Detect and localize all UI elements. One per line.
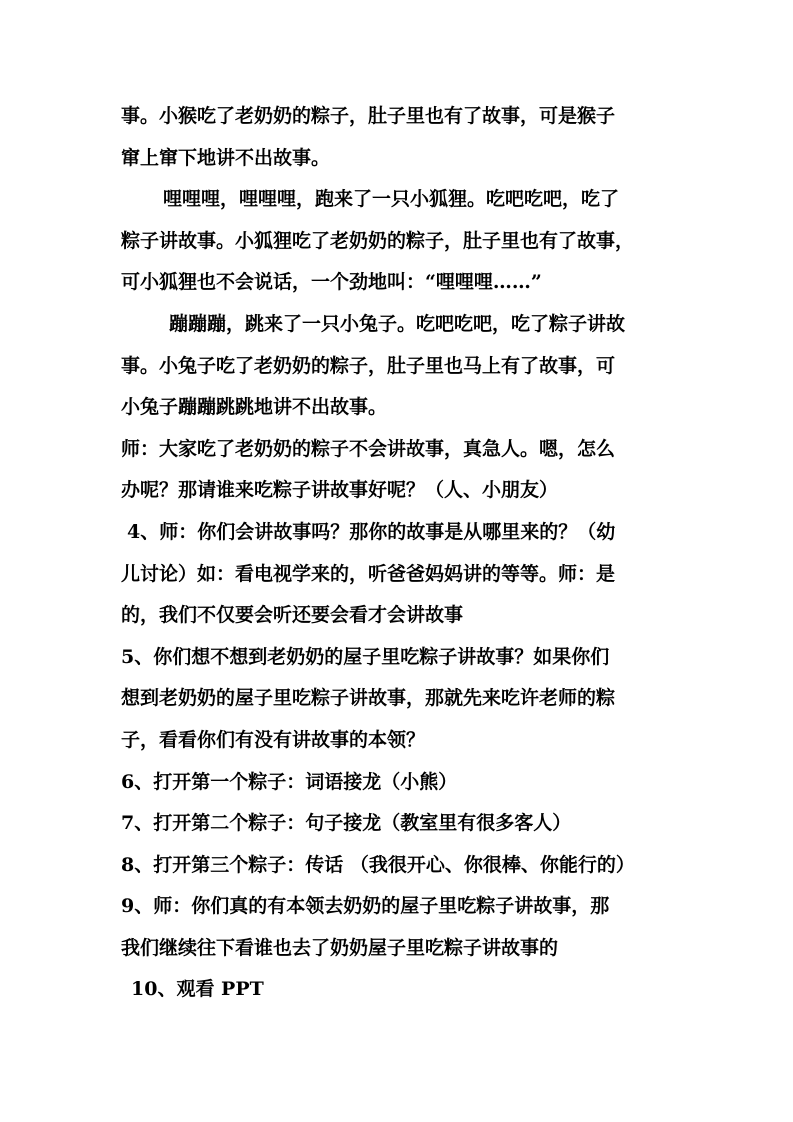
text-line: 粽子讲故事。小狐狸吃了老奶奶的粽子，肚子里也有了故事， (121, 229, 635, 252)
text-line: 我们继续往下看谁也去了奶奶屋子里吃粽子讲故事的 (121, 936, 559, 959)
text-line: 可小狐狸也不会说话，一个劲地叫：“哩哩哩……” (121, 271, 542, 294)
text-line: 蹦蹦蹦，跳来了一只小兔子。吃吧吃吧，吃了粽子讲故 (169, 312, 626, 335)
text-line: 的，我们不仅要会听还要会看才会讲故事 (121, 604, 464, 627)
text-line: 4、师：你们会讲故事吗？那你的故事是从哪里来的？（幼 (127, 520, 616, 543)
text-line: 5、你们想不想到老奶奶的屋子里吃粽子讲故事？如果你们 (121, 645, 610, 668)
text-line: 事。小猴吃了老奶奶的粽子，肚子里也有了故事，可是猴子 (121, 105, 616, 127)
text-line: 8、打开第三个粽子：传话 （我很开心、你很棒、你能行的） (121, 853, 635, 876)
text-line: 6、打开第一个粽子：词语接龙（小熊） (121, 770, 458, 793)
text-line: 10、观看 PPT (131, 978, 264, 1001)
text-line: 师：大家吃了老奶奶的粽子不会讲故事，真急人。嗯，怎么 (121, 437, 616, 460)
text-line: 事。小兔子吃了老奶奶的粽子，肚子里也马上有了故事，可 (121, 354, 616, 377)
text-line: 窜上窜下地讲不出故事。 (121, 146, 331, 169)
text-line: 7、打开第二个粽子：句子接龙（教室里有很多客人） (121, 812, 572, 835)
text-line: 9、师：你们真的有本领去奶奶的屋子里吃粽子讲故事，那 (121, 895, 610, 918)
document-body (121, 96, 681, 1011)
text-line: 小兔子蹦蹦跳跳地讲不出故事。 (121, 396, 388, 419)
text-line: 哩哩哩，哩哩哩，跑来了一只小狐狸。吃吧吃吧，吃了 (163, 188, 620, 211)
text-line: 儿讨论）如：看电视学来的，听爸爸妈妈讲的等等。师：是 (121, 562, 616, 585)
text-line: 想到老奶奶的屋子里吃粽子讲故事，那就先来吃许老师的粽 (121, 687, 616, 710)
text-line: 子，看看你们有没有讲故事的本领？ (121, 728, 426, 751)
text-line: 办呢？那请谁来吃粽子讲故事好呢？（人、小朋友） (121, 479, 559, 502)
